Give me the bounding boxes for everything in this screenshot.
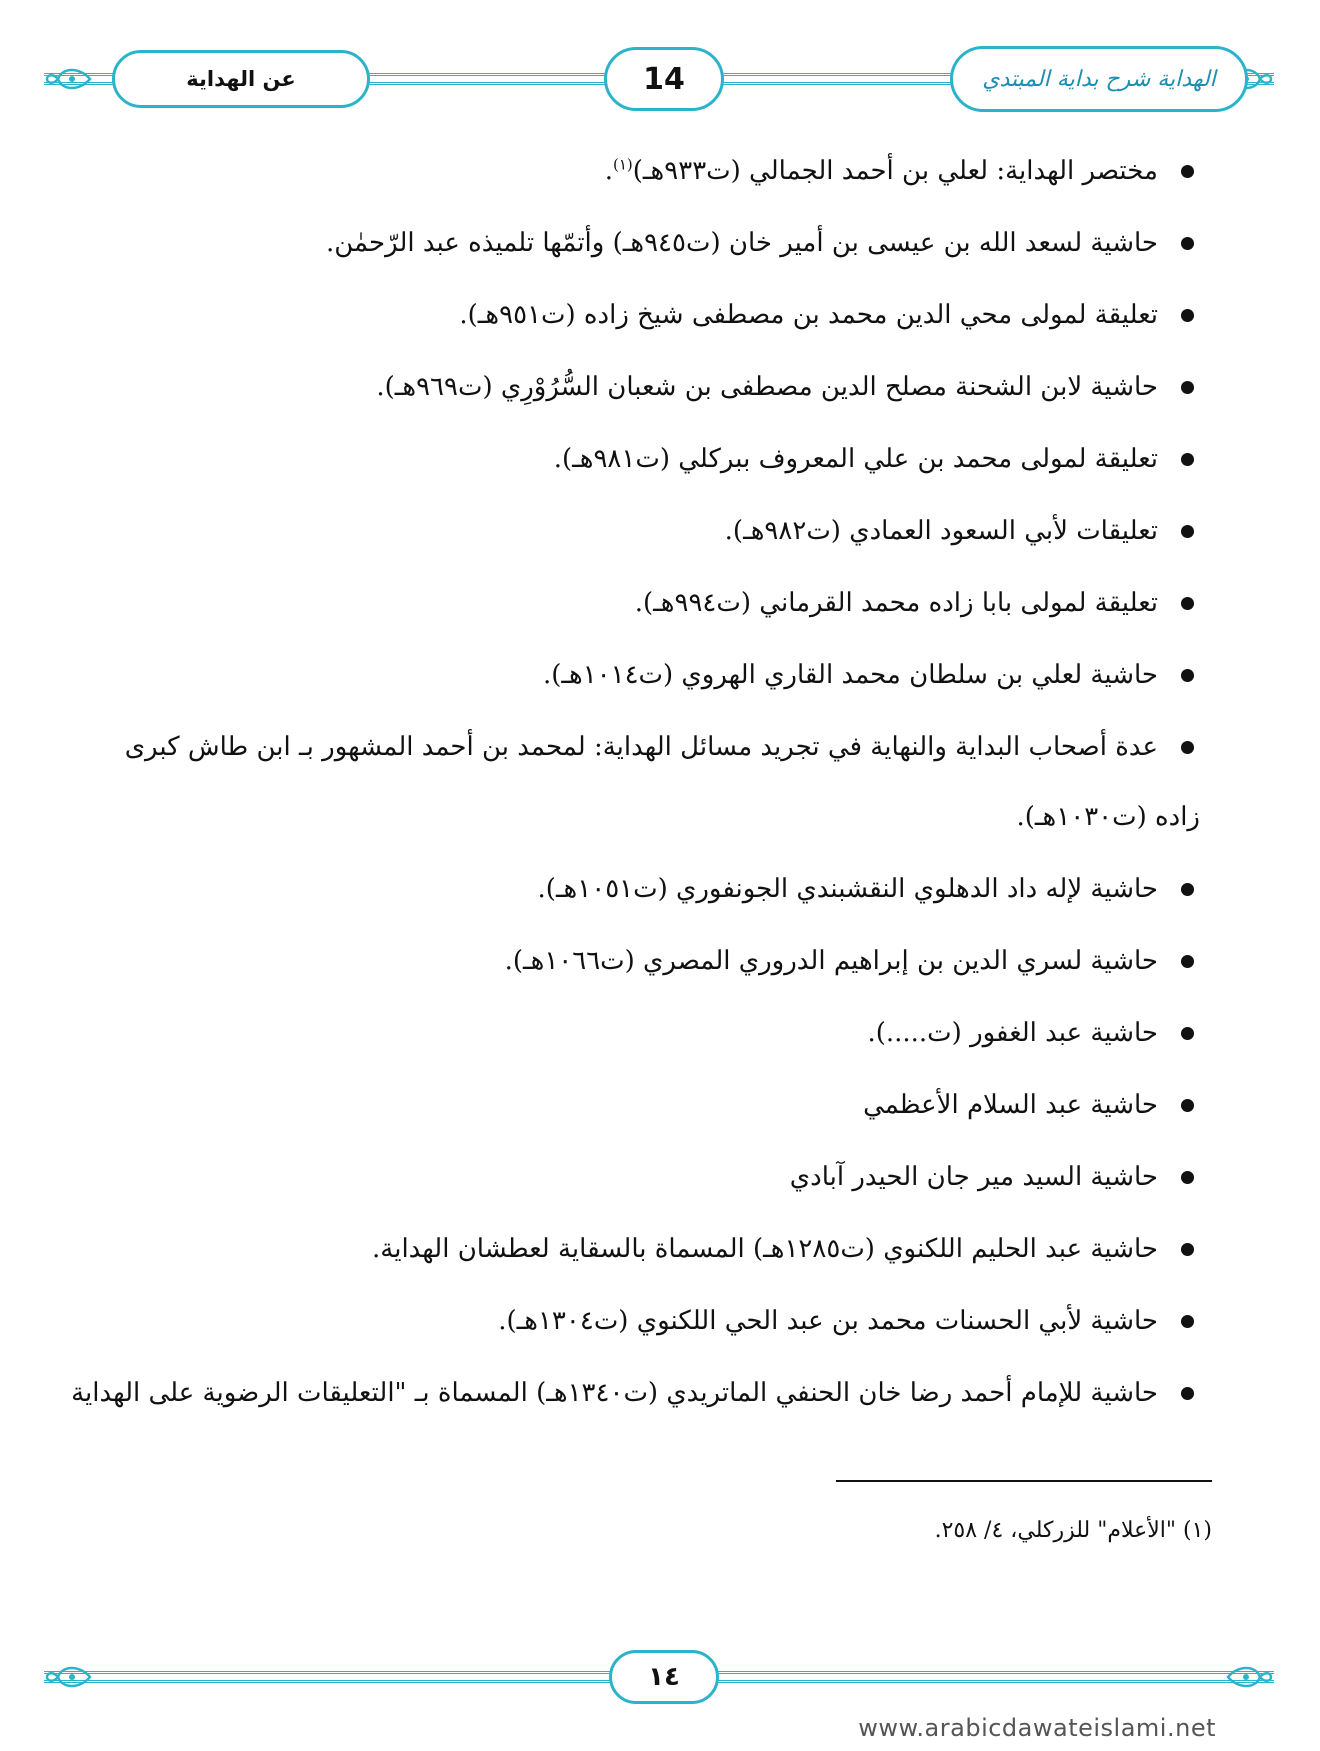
page-header <box>44 44 1274 114</box>
list-item <box>90 1012 1200 1054</box>
footnote: (١) "الأعلام" للزركلي، ٤/ ٢٥٨. <box>934 1518 1212 1543</box>
bullet-icon <box>1181 309 1194 322</box>
list-item <box>90 868 1200 910</box>
commentaries-list <box>71 150 1200 1414</box>
list-item-text: تعليقة لمولى بابا زاده محمد القرماني (ت٩٩٤هـ). <box>634 588 1158 618</box>
list-item-text: تعليقة لمولى محمد بن علي المعروف ببركلي (ت٩٨١هـ). <box>553 444 1158 474</box>
list-item <box>90 1300 1200 1342</box>
bullet-icon <box>1181 955 1194 968</box>
bullet-icon <box>1181 883 1194 896</box>
bullet-icon <box>1181 1387 1194 1400</box>
bullet-icon <box>1181 525 1194 538</box>
bullet-icon <box>1181 741 1194 754</box>
footer-left-ornament-icon <box>44 1661 92 1693</box>
list-item <box>90 582 1200 624</box>
website-url[interactable]: www.arabicdawateislami.net <box>858 1714 1216 1742</box>
list-item-text: حاشية لإله داد الدهلوي النقشبندي الجونفوري (ت١٠٥١هـ). <box>537 874 1158 904</box>
list-item-text: حاشية السيد مير جان الحيدر آبادي <box>789 1162 1158 1192</box>
list-item <box>90 654 1200 696</box>
main-content <box>71 150 1200 1444</box>
list-item <box>90 510 1200 552</box>
bullet-icon <box>1181 1027 1194 1040</box>
footer-page-number: ١٤ <box>609 1650 719 1704</box>
page-footer <box>44 1649 1274 1705</box>
book-title-logo: الهداية شرح بداية المبتدي <box>950 46 1248 112</box>
bullet-icon <box>1181 597 1194 610</box>
list-item-text: حاشية عبد السلام الأعظمي <box>863 1090 1158 1120</box>
list-item-text: حاشية لأبي الحسنات محمد بن عبد الحي اللكنوي (ت١٣٠٤هـ). <box>498 1306 1158 1336</box>
bullet-icon <box>1181 1243 1194 1256</box>
footer-right-ornament-icon <box>1226 1661 1274 1693</box>
list-item <box>90 940 1200 982</box>
footnote-ref[interactable]: (١) <box>613 155 633 174</box>
list-item <box>90 1156 1200 1198</box>
list-item-text: حاشية لسعد الله بن عيسى بن أمير خان (ت٩٤٥هـ) وأتمّها تلميذه عبد الرّحمٰن. <box>325 228 1158 258</box>
footnote-separator <box>836 1480 1212 1482</box>
list-item-text: عدة أصحاب البداية والنهاية في تجريد مسائل الهداية: لمحمد بن أحمد المشهور بـ ابن طاش كبرى <box>124 732 1158 762</box>
list-item-text: حاشية لعلي بن سلطان محمد القاري الهروي (ت١٠١٤هـ). <box>542 660 1158 690</box>
list-item <box>90 366 1200 408</box>
list-item-text: تعليقات لأبي السعود العمادي (ت٩٨٢هـ). <box>724 516 1158 546</box>
list-item <box>90 438 1200 480</box>
list-item <box>90 1228 1200 1270</box>
list-item-text: حاشية للإمام أحمد رضا خان الحنفي الماتريدي (ت١٣٤٠هـ) المسماة بـ "التعليقات الرضوية على الهداية <box>71 1378 1158 1408</box>
list-item <box>71 1372 1200 1414</box>
bullet-icon <box>1181 1171 1194 1184</box>
list-item-text: تعليقة لمولى محي الدين محمد بن مصطفى شيخ زاده (ت٩٥١هـ). <box>459 300 1158 330</box>
bullet-icon <box>1181 165 1194 178</box>
header-left-ornament-icon <box>44 63 92 95</box>
list-item <box>90 150 1200 192</box>
list-item-text: حاشية لابن الشحنة مصلح الدين مصطفى بن شعبان السُّرُوْرِي (ت٩٦٩هـ). <box>376 372 1158 402</box>
list-item-text: مختصر الهداية: لعلي بن أحمد الجمالي (ت٩٣٣هـ) <box>632 156 1158 186</box>
section-title: عن الهداية <box>112 50 370 108</box>
list-item <box>90 294 1200 336</box>
bullet-icon <box>1181 381 1194 394</box>
list-item-end: . <box>604 156 613 186</box>
bullet-icon <box>1181 669 1194 682</box>
list-item-text: حاشية عبد الغفور (ت.....). <box>867 1018 1158 1048</box>
bullet-icon <box>1181 237 1194 250</box>
list-item <box>90 222 1200 264</box>
list-item-text: حاشية عبد الحليم اللكنوي (ت١٢٨٥هـ) المسماة بالسقاية لعطشان الهداية. <box>372 1234 1158 1264</box>
bullet-icon <box>1181 453 1194 466</box>
list-item <box>90 712 1200 852</box>
header-page-number: 14 <box>604 47 724 111</box>
list-item <box>90 1084 1200 1126</box>
list-item-continuation: زاده (ت١٠٣٠هـ). <box>1016 802 1200 832</box>
bullet-icon <box>1181 1315 1194 1328</box>
list-item-text: حاشية لسري الدين بن إبراهيم الدروري المصري (ت١٠٦٦هـ). <box>504 946 1158 976</box>
bullet-icon <box>1181 1099 1194 1112</box>
